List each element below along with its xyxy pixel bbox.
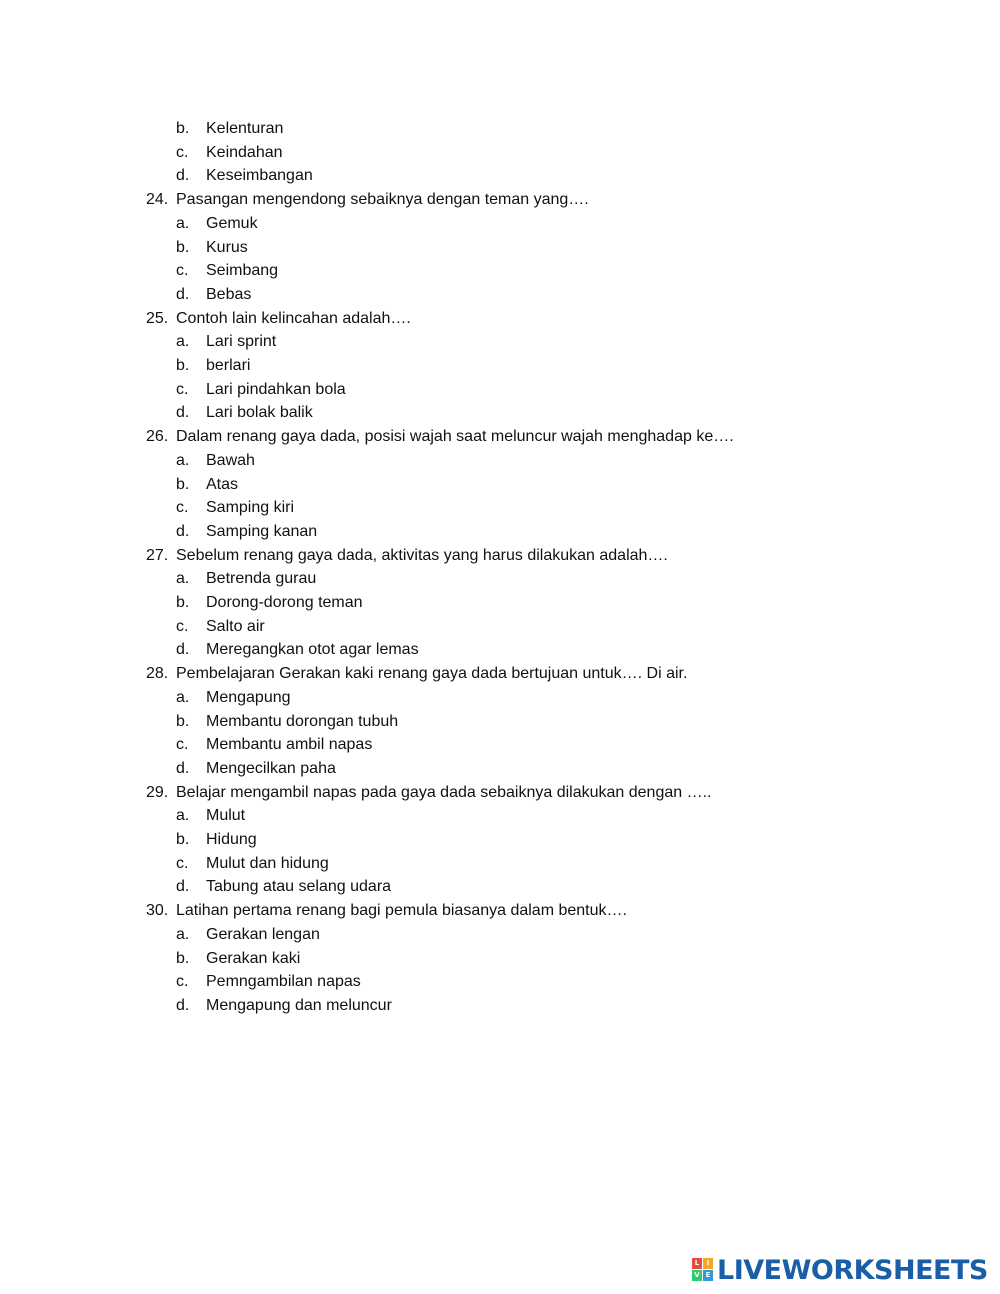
option-text: Tabung atau selang udara xyxy=(206,878,392,896)
option-item xyxy=(0,331,1000,353)
option-letter: d. xyxy=(176,878,190,896)
option-item xyxy=(0,450,1000,472)
question-text: Pembelajaran Gerakan kaki renang gaya dada bertujuan untuk…. Di air. xyxy=(176,665,688,683)
option-text: Mulut dan hidung xyxy=(206,854,329,872)
option-text: Bebas xyxy=(206,285,252,303)
option-letter: a. xyxy=(176,807,190,825)
option-text: Mengecilkan paha xyxy=(206,759,336,777)
option-item xyxy=(0,616,1000,638)
question-number: 28. xyxy=(146,665,169,683)
question-item xyxy=(0,782,1000,804)
option-text: Meregangkan otot agar lemas xyxy=(206,641,419,659)
option-text: Lari bolak balik xyxy=(206,404,313,422)
option-letter: d. xyxy=(176,996,190,1014)
option-item xyxy=(0,402,1000,424)
question-item xyxy=(0,900,1000,922)
question-item xyxy=(0,308,1000,330)
liveworksheets-logo xyxy=(692,1255,988,1285)
option-text: berlari xyxy=(206,357,251,374)
option-text: Salto air xyxy=(206,617,265,635)
option-letter: c. xyxy=(176,499,189,517)
question-number: 29. xyxy=(146,783,169,801)
option-text: Pemngambilan napas xyxy=(206,973,361,991)
option-text: Keseimbangan xyxy=(206,167,313,185)
option-text: Kelenturan xyxy=(206,120,284,137)
option-text: Betrenda gurau xyxy=(206,570,317,588)
logo-icon-letter-l: L xyxy=(692,1258,702,1269)
option-text: Atas xyxy=(206,475,239,493)
option-item xyxy=(0,924,1000,946)
question-text: Latihan pertama renang bagi pemula biasanya dalam bentuk…. xyxy=(176,902,627,920)
option-item xyxy=(0,876,1000,898)
option-item xyxy=(0,118,1000,140)
option-item xyxy=(0,568,1000,590)
option-text: Samping kiri xyxy=(206,499,295,517)
option-letter: c. xyxy=(176,854,189,872)
option-item xyxy=(0,805,1000,827)
option-item xyxy=(0,213,1000,235)
option-item xyxy=(0,639,1000,661)
option-text: Lari sprint xyxy=(206,333,277,351)
logo-icon-letter-v: V xyxy=(692,1270,702,1281)
option-text: Mengapung dan meluncur xyxy=(206,996,392,1014)
option-item xyxy=(0,687,1000,709)
option-text: Mengapung xyxy=(206,688,291,706)
question-number: 27. xyxy=(146,546,169,564)
option-text: Mulut xyxy=(206,807,246,825)
question-number: 25. xyxy=(146,309,169,327)
option-item xyxy=(0,971,1000,993)
option-item xyxy=(0,734,1000,756)
option-item xyxy=(0,260,1000,282)
option-letter: a. xyxy=(176,570,190,588)
logo-text: LIVEWORKSHEETS xyxy=(717,1254,988,1286)
option-item xyxy=(0,711,1000,733)
liveworksheets-logo-icon xyxy=(692,1258,714,1282)
option-item xyxy=(0,592,1000,614)
option-text: Seimbang xyxy=(206,262,279,280)
question-number: 24. xyxy=(146,191,169,209)
option-item xyxy=(0,142,1000,164)
option-text: Bawah xyxy=(206,451,255,469)
option-text: Kurus xyxy=(206,238,248,256)
option-letter: c. xyxy=(176,380,189,398)
option-letter: b. xyxy=(176,120,190,137)
option-letter: b. xyxy=(176,831,190,848)
option-text: Gerakan kaki xyxy=(206,949,301,967)
question-text: Pasangan mengendong sebaiknya dengan teman yang…. xyxy=(176,191,589,209)
option-letter: b. xyxy=(176,475,190,493)
option-letter: d. xyxy=(176,285,190,303)
option-item xyxy=(0,521,1000,543)
option-text: Membantu dorongan tubuh xyxy=(206,712,399,730)
option-letter: b. xyxy=(176,357,190,374)
option-text: Keindahan xyxy=(206,143,283,161)
question-item xyxy=(0,663,1000,685)
logo-icon-letter-e: E xyxy=(703,1270,713,1281)
option-letter: c. xyxy=(176,617,189,635)
option-letter: c. xyxy=(176,973,189,991)
option-letter: a. xyxy=(176,925,190,943)
option-letter: d. xyxy=(176,759,190,777)
option-letter: a. xyxy=(176,688,190,706)
question-text: Belajar mengambil napas pada gaya dada sebaiknya dilakukan dengan ….. xyxy=(176,783,712,801)
option-text: Samping kanan xyxy=(206,522,318,540)
question-text: Sebelum renang gaya dada, aktivitas yang harus dilakukan adalah…. xyxy=(176,546,668,564)
option-letter: a. xyxy=(176,214,190,232)
option-item xyxy=(0,284,1000,306)
question-item xyxy=(0,545,1000,567)
question-text: Dalam renang gaya dada, posisi wajah saat meluncur wajah menghadap ke…. xyxy=(176,428,734,446)
option-letter: b. xyxy=(176,712,190,730)
option-item xyxy=(0,829,1000,851)
option-item xyxy=(0,853,1000,875)
option-letter: d. xyxy=(176,404,190,422)
option-text: Gerakan lengan xyxy=(206,925,320,943)
option-letter: b. xyxy=(176,594,190,611)
question-number: 26. xyxy=(146,428,169,446)
option-letter: b. xyxy=(176,949,190,967)
option-item xyxy=(0,497,1000,519)
option-letter: a. xyxy=(176,333,190,351)
option-item xyxy=(0,379,1000,401)
option-text: Membantu ambil napas xyxy=(206,736,373,754)
logo-icon-letter-i: I xyxy=(703,1258,713,1269)
option-letter: d. xyxy=(176,522,190,540)
option-letter: d. xyxy=(176,641,190,659)
option-item xyxy=(0,474,1000,496)
question-text: Contoh lain kelincahan adalah…. xyxy=(176,309,411,327)
option-text: Dorong-dorong teman xyxy=(206,594,363,611)
option-letter: c. xyxy=(176,736,189,754)
option-text: Lari pindahkan bola xyxy=(206,380,346,398)
option-letter: b. xyxy=(176,238,190,256)
option-item xyxy=(0,948,1000,970)
option-item xyxy=(0,237,1000,259)
question-item xyxy=(0,426,1000,448)
option-text: Gemuk xyxy=(206,214,258,232)
option-letter: d. xyxy=(176,167,190,185)
option-letter: a. xyxy=(176,451,190,469)
option-item xyxy=(0,355,1000,377)
option-text: Hidung xyxy=(206,831,257,848)
option-item xyxy=(0,995,1000,1017)
option-letter: c. xyxy=(176,143,189,161)
option-item xyxy=(0,165,1000,187)
question-item xyxy=(0,189,1000,211)
option-letter: c. xyxy=(176,262,189,280)
question-number: 30. xyxy=(146,902,169,920)
option-item xyxy=(0,758,1000,780)
